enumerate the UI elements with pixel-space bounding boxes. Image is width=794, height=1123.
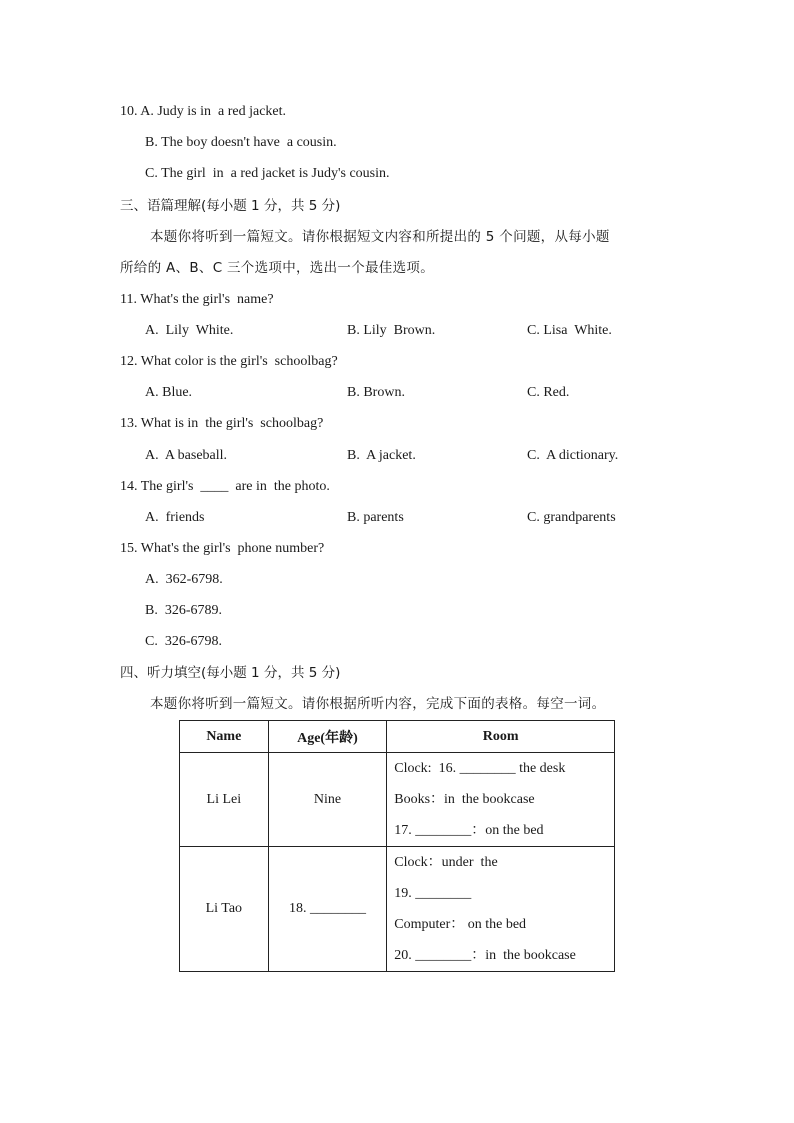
section3-heading: 三、语篇理解(每小题 1 分，共 5 分) — [120, 198, 341, 214]
section3-instruction-line2: 所给的 A、B、C 三个选项中，选出一个最佳选项。 — [120, 260, 435, 276]
name-cell: Li Lei — [180, 753, 269, 847]
age-cell: 18. ________ — [268, 847, 387, 972]
q11-option-c: C. Lisa White. — [527, 323, 612, 338]
room-line: Clock：under the — [394, 855, 498, 870]
question-11: 11. What's the girl's name? — [120, 292, 274, 307]
q12-option-c: C. Red. — [527, 385, 570, 400]
section4-heading: 四、听力填空(每小题 1 分，共 5 分) — [120, 665, 341, 681]
q11-option-a: A. Lily White. — [145, 323, 234, 338]
room-line: Clock: 16. ________ the desk — [394, 761, 566, 776]
question-12: 12. What color is the girl's schoolbag? — [120, 354, 338, 369]
q10-option-a: 10. A. Judy is in a red jacket. — [120, 104, 287, 119]
table-row — [180, 847, 615, 972]
question-14: 14. The girl's ____ are in the photo. — [120, 479, 330, 494]
table-header-row — [180, 721, 615, 753]
q14-option-a: A. friends — [145, 510, 205, 525]
q13-option-c: C. A dictionary. — [527, 448, 619, 463]
header-name: Name — [180, 721, 269, 753]
table-row — [180, 753, 615, 847]
room-line: 17. ________：on the bed — [394, 823, 544, 838]
section4-instruction: 本题你将听到一篇短文。请你根据所听内容，完成下面的表格。每空一词。 — [150, 696, 606, 712]
q13-option-a: A. A baseball. — [145, 448, 228, 463]
q10-option-c: C. The girl in a red jacket is Judy's cousin. — [145, 166, 390, 181]
listening-fill-table — [179, 720, 615, 972]
q15-option-a: A. 362-6798. — [145, 572, 223, 587]
name-cell: Li Tao — [180, 847, 269, 972]
room-line: Books：in the bookcase — [394, 792, 535, 807]
question-15: 15. What's the girl's phone number? — [120, 541, 325, 556]
age-cell: Nine — [268, 753, 387, 847]
q15-option-b: B. 326-6789. — [145, 603, 222, 618]
room-line: 19. ________ — [394, 886, 472, 901]
room-cell — [387, 753, 615, 847]
room-cell — [387, 847, 615, 972]
q15-option-c: C. 326-6798. — [145, 634, 222, 649]
room-line: Computer： on the bed — [394, 917, 527, 932]
q12-option-b: B. Brown. — [347, 385, 405, 400]
section3-instruction-line1: 本题你将听到一篇短文。请你根据短文内容和所提出的 5 个问题，从每小题 — [150, 229, 610, 245]
room-line: 20. ________：in the bookcase — [394, 948, 576, 963]
header-age: Age(年龄) — [268, 721, 387, 753]
q13-option-b: B. A jacket. — [347, 448, 416, 463]
question-13: 13. What is in the girl's schoolbag? — [120, 416, 324, 431]
q10-option-b: B. The boy doesn't have a cousin. — [145, 135, 337, 150]
q12-option-a: A. Blue. — [145, 385, 193, 400]
q14-option-c: C. grandparents — [527, 510, 616, 525]
q14-option-b: B. parents — [347, 510, 404, 525]
q11-option-b: B. Lily Brown. — [347, 323, 436, 338]
header-room: Room — [387, 721, 615, 753]
